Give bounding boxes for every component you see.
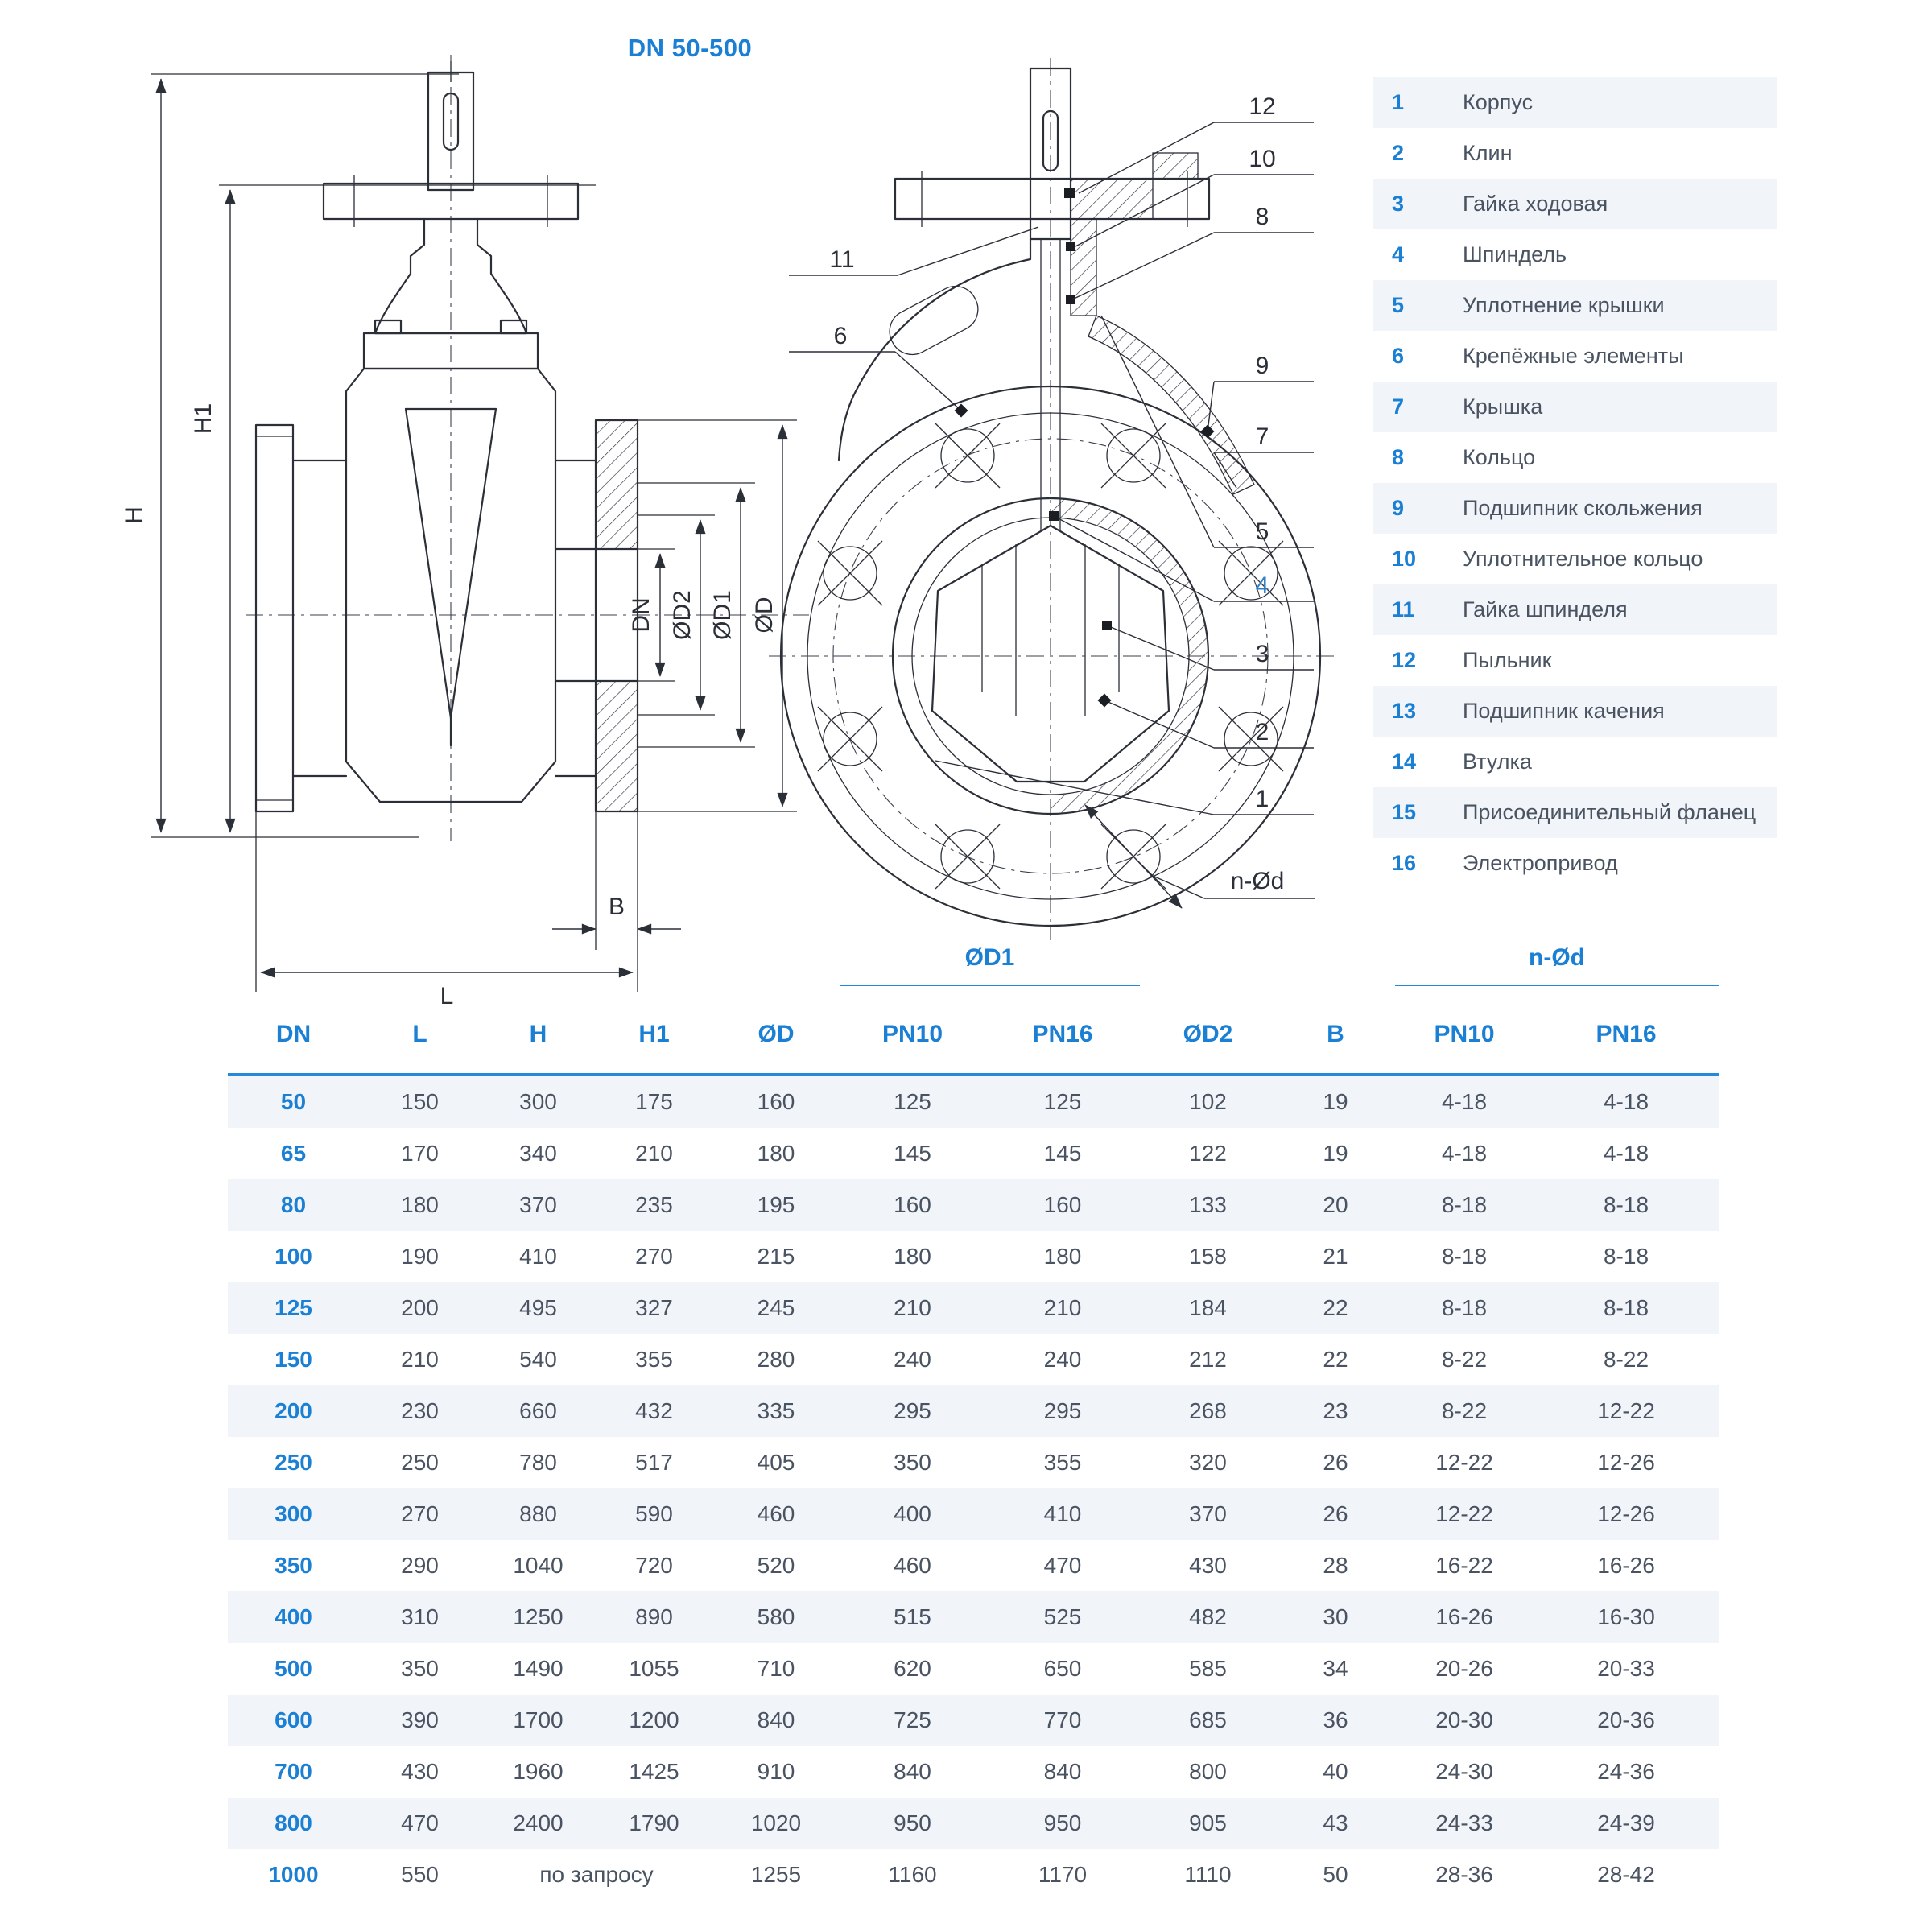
cell-b: 19 bbox=[1323, 1141, 1348, 1166]
cell-od1-pn16: 650 bbox=[1043, 1656, 1082, 1681]
col-header-od1-pn10: PN10 bbox=[881, 1021, 943, 1047]
callout-7: 7 bbox=[1255, 423, 1269, 450]
cell-nod-pn16: 24-39 bbox=[1597, 1810, 1655, 1835]
cell-nod-pn10: 12-22 bbox=[1435, 1501, 1493, 1526]
cell-dn: 125 bbox=[275, 1295, 312, 1320]
cell-od: 840 bbox=[757, 1707, 795, 1732]
cell-h1: 355 bbox=[635, 1347, 673, 1372]
table-row bbox=[228, 1746, 1719, 1798]
cell-nod-pn10: 8-18 bbox=[1441, 1192, 1488, 1217]
callout-9: 9 bbox=[1255, 353, 1269, 379]
cell-h1: 1200 bbox=[629, 1707, 679, 1732]
part-label: Гайка ходовая bbox=[1463, 192, 1608, 216]
part-row bbox=[1373, 838, 1777, 889]
cell-od2: 320 bbox=[1189, 1450, 1227, 1475]
cell-b: 23 bbox=[1323, 1398, 1348, 1423]
cell-l: 390 bbox=[401, 1707, 439, 1732]
cell-h1: 210 bbox=[635, 1141, 673, 1166]
cell-od1-pn10: 725 bbox=[894, 1707, 931, 1732]
cell-h: 495 bbox=[519, 1295, 557, 1320]
cell-nod-pn16: 16-30 bbox=[1597, 1604, 1655, 1629]
right-view bbox=[769, 58, 1336, 940]
part-label: Кольцо bbox=[1463, 445, 1536, 469]
cell-od: 710 bbox=[757, 1656, 795, 1681]
cell-od2: 905 bbox=[1189, 1810, 1227, 1835]
cell-b: 21 bbox=[1323, 1244, 1348, 1269]
cell-l: 250 bbox=[401, 1450, 439, 1475]
cell-nod-pn10: 4-18 bbox=[1441, 1141, 1488, 1166]
cell-l: 180 bbox=[401, 1192, 439, 1217]
callout-11: 11 bbox=[829, 246, 855, 273]
cell-od: 160 bbox=[757, 1089, 795, 1114]
cell-b: 36 bbox=[1323, 1707, 1348, 1732]
cell-h1: 1790 bbox=[629, 1810, 679, 1835]
cell-dn: 150 bbox=[275, 1347, 312, 1372]
part-label: Электропривод bbox=[1463, 851, 1618, 875]
table-row bbox=[228, 1643, 1719, 1695]
callout-2: 2 bbox=[1255, 719, 1269, 745]
cell-nod-pn16: 8-18 bbox=[1603, 1295, 1649, 1320]
cell-od2: 158 bbox=[1189, 1244, 1227, 1269]
cell-nod-pn10: 16-22 bbox=[1435, 1553, 1493, 1578]
part-label: Уплотнительное кольцо bbox=[1463, 547, 1703, 571]
cell-od2: 133 bbox=[1189, 1192, 1227, 1217]
cell-h1: 1425 bbox=[629, 1759, 679, 1784]
cell-od1-pn16: 470 bbox=[1043, 1553, 1082, 1578]
cell-od1-pn10: 125 bbox=[894, 1089, 931, 1114]
cell-nod-pn16: 20-36 bbox=[1597, 1707, 1655, 1732]
cell-od1-pn16: 125 bbox=[1043, 1089, 1082, 1114]
cell-h: 1040 bbox=[513, 1553, 564, 1578]
cell-od1-pn10: 400 bbox=[894, 1501, 931, 1526]
valve-technical-drawing bbox=[80, 32, 1368, 1006]
cell-od1-pn10: 620 bbox=[894, 1656, 931, 1681]
part-row bbox=[1373, 737, 1777, 787]
cell-h1: 432 bbox=[635, 1398, 673, 1423]
cell-dn: 65 bbox=[280, 1141, 307, 1166]
table-body bbox=[228, 1076, 1719, 1901]
cell-b: 26 bbox=[1323, 1450, 1348, 1475]
cell-b: 22 bbox=[1323, 1347, 1348, 1372]
part-label: Шпиндель bbox=[1463, 242, 1567, 266]
cell-od1-pn16: 355 bbox=[1043, 1450, 1082, 1475]
cell-od1-pn16: 410 bbox=[1043, 1501, 1082, 1526]
cell-od2: 482 bbox=[1189, 1604, 1227, 1629]
part-label: Пыльник bbox=[1463, 648, 1552, 672]
dim-h: H bbox=[121, 506, 147, 524]
cell-nod-pn16: 28-42 bbox=[1597, 1862, 1655, 1887]
part-label: Клин bbox=[1463, 141, 1513, 165]
part-label: Подшипник качения bbox=[1463, 699, 1665, 723]
part-row bbox=[1373, 787, 1777, 838]
cell-nod-pn16: 12-26 bbox=[1597, 1501, 1655, 1526]
cell-dn: 700 bbox=[275, 1759, 312, 1784]
table-row bbox=[228, 1231, 1719, 1282]
callout-5: 5 bbox=[1255, 518, 1269, 545]
part-row bbox=[1373, 534, 1777, 584]
col-header-l: L bbox=[412, 1021, 427, 1047]
cell-nod-pn16: 8-18 bbox=[1603, 1192, 1649, 1217]
cell-h: 1960 bbox=[513, 1759, 564, 1784]
cell-l: 150 bbox=[401, 1089, 439, 1114]
cell-od1-pn10: 240 bbox=[894, 1347, 931, 1372]
cell-b: 50 bbox=[1323, 1862, 1348, 1887]
table-row bbox=[228, 1385, 1719, 1437]
cell-nod-pn10: 12-22 bbox=[1435, 1450, 1493, 1475]
cell-nod-pn10: 8-18 bbox=[1441, 1244, 1488, 1269]
dim-od: ØD bbox=[751, 597, 778, 634]
col-header-dn: DN bbox=[275, 1021, 312, 1047]
cell-od1-pn16: 840 bbox=[1043, 1759, 1082, 1784]
cell-h: 370 bbox=[519, 1192, 557, 1217]
cell-h: 300 bbox=[519, 1089, 557, 1114]
cell-b: 28 bbox=[1323, 1553, 1348, 1578]
part-row bbox=[1373, 382, 1777, 432]
cell-h: 2400 bbox=[513, 1810, 564, 1835]
cell-od2: 370 bbox=[1189, 1501, 1227, 1526]
cell-h: 410 bbox=[519, 1244, 557, 1269]
cell-nod-pn16: 12-22 bbox=[1597, 1398, 1655, 1423]
cell-od1-pn16: 950 bbox=[1043, 1810, 1082, 1835]
cell-nod-pn16: 24-36 bbox=[1597, 1759, 1655, 1784]
cell-dn: 800 bbox=[275, 1810, 312, 1835]
cell-nod-pn10: 16-26 bbox=[1435, 1604, 1493, 1629]
part-row bbox=[1373, 280, 1777, 331]
cell-od: 405 bbox=[757, 1450, 795, 1475]
cell-h1: 235 bbox=[635, 1192, 673, 1217]
cell-nod-pn10: 24-30 bbox=[1435, 1759, 1493, 1784]
cell-od1-pn10: 210 bbox=[894, 1295, 931, 1320]
cell-dn: 200 bbox=[275, 1398, 312, 1423]
part-number: 6 bbox=[1392, 344, 1405, 368]
col-header-h: H bbox=[529, 1021, 547, 1047]
cell-nod-pn10: 4-18 bbox=[1441, 1089, 1488, 1114]
cell-h1: 1055 bbox=[629, 1656, 679, 1681]
cell-l: 470 bbox=[401, 1810, 439, 1835]
part-number: 4 bbox=[1392, 242, 1405, 266]
cell-od: 1255 bbox=[750, 1862, 802, 1887]
cell-b: 26 bbox=[1323, 1501, 1348, 1526]
cell-h1: 517 bbox=[635, 1450, 673, 1475]
callout-8: 8 bbox=[1255, 204, 1269, 230]
table-row bbox=[228, 1488, 1719, 1540]
cell-h: 1700 bbox=[513, 1707, 564, 1732]
cell-od: 580 bbox=[757, 1604, 795, 1629]
cell-od1-pn16: 160 bbox=[1043, 1192, 1082, 1217]
part-row bbox=[1373, 483, 1777, 534]
cell-h: 660 bbox=[519, 1398, 557, 1423]
part-number: 2 bbox=[1392, 141, 1405, 165]
cell-dn: 600 bbox=[275, 1707, 312, 1732]
part-number: 9 bbox=[1392, 496, 1405, 520]
cell-od: 195 bbox=[757, 1192, 795, 1217]
cell-h: 1490 bbox=[513, 1656, 564, 1681]
cell-nod-pn16: 4-18 bbox=[1603, 1089, 1649, 1114]
part-label: Втулка bbox=[1463, 749, 1532, 774]
table-row bbox=[228, 1179, 1719, 1231]
col-header-od2: ØD2 bbox=[1183, 1021, 1233, 1047]
cell-h: 340 bbox=[519, 1141, 557, 1166]
table-row bbox=[228, 1849, 1719, 1901]
callout-6: 6 bbox=[833, 323, 848, 349]
cell-b: 19 bbox=[1323, 1089, 1348, 1114]
table-header bbox=[228, 936, 1719, 1076]
part-number: 14 bbox=[1392, 749, 1417, 774]
callout-3: 3 bbox=[1255, 641, 1269, 667]
cell-od2: 102 bbox=[1189, 1089, 1227, 1114]
group-header-od1: ØD1 bbox=[840, 944, 1140, 986]
part-label: Подшипник скольжения bbox=[1463, 496, 1703, 520]
part-row bbox=[1373, 128, 1777, 179]
dim-b: B bbox=[608, 894, 625, 920]
part-number: 11 bbox=[1392, 597, 1415, 621]
cell-od: 280 bbox=[757, 1347, 795, 1372]
part-row bbox=[1373, 229, 1777, 280]
part-label: Гайка шпинделя bbox=[1463, 597, 1628, 621]
cell-dn: 1000 bbox=[268, 1862, 319, 1887]
part-row bbox=[1373, 635, 1777, 686]
cell-od2: 1110 bbox=[1184, 1862, 1232, 1887]
col-header-nod-pn10: PN10 bbox=[1434, 1021, 1495, 1047]
cell-od1-pn10: 145 bbox=[894, 1141, 931, 1166]
table-row bbox=[228, 1591, 1719, 1643]
part-number: 10 bbox=[1392, 547, 1417, 571]
col-header-h1: H1 bbox=[638, 1021, 670, 1047]
cell-b: 20 bbox=[1323, 1192, 1348, 1217]
cell-l: 310 bbox=[401, 1604, 439, 1629]
cell-dn: 250 bbox=[275, 1450, 312, 1475]
cell-od1-pn10: 840 bbox=[894, 1759, 931, 1784]
cell-od2: 800 bbox=[1189, 1759, 1227, 1784]
table-row bbox=[228, 1540, 1719, 1591]
cell-od1-pn16: 770 bbox=[1043, 1707, 1082, 1732]
callout-10: 10 bbox=[1249, 146, 1276, 172]
cell-b: 22 bbox=[1323, 1295, 1348, 1320]
cell-od1-pn16: 180 bbox=[1043, 1244, 1082, 1269]
cell-l: 200 bbox=[401, 1295, 439, 1320]
col-header-od: ØD bbox=[758, 1021, 795, 1047]
cell-l: 350 bbox=[401, 1656, 439, 1681]
cell-od1-pn10: 295 bbox=[894, 1398, 931, 1423]
cell-dn: 400 bbox=[275, 1604, 312, 1629]
col-header-b: B bbox=[1327, 1021, 1344, 1047]
cell-h: 880 bbox=[519, 1501, 557, 1526]
cell-dn: 100 bbox=[275, 1244, 312, 1269]
cell-dn: 300 bbox=[275, 1501, 312, 1526]
cell-od2: 184 bbox=[1189, 1295, 1227, 1320]
part-row bbox=[1373, 686, 1777, 737]
cell-od2: 585 bbox=[1189, 1656, 1227, 1681]
cell-b: 43 bbox=[1323, 1810, 1348, 1835]
col-header-od1-pn16: PN16 bbox=[1032, 1021, 1093, 1047]
cell-od1-pn16: 240 bbox=[1043, 1347, 1082, 1372]
cell-dn: 350 bbox=[275, 1553, 312, 1578]
cell-od: 180 bbox=[757, 1141, 795, 1166]
cell-h-h1-merged: по запросу bbox=[539, 1862, 654, 1887]
table-row bbox=[228, 1437, 1719, 1488]
cell-od1-pn16: 210 bbox=[1043, 1295, 1082, 1320]
part-number: 15 bbox=[1392, 800, 1417, 824]
cell-h1: 590 bbox=[635, 1501, 673, 1526]
cell-od1-pn16: 525 bbox=[1043, 1604, 1082, 1629]
part-number: 7 bbox=[1392, 394, 1405, 419]
table-row bbox=[228, 1128, 1719, 1179]
cell-l: 270 bbox=[401, 1501, 439, 1526]
cell-od2: 685 bbox=[1189, 1707, 1227, 1732]
cell-dn: 50 bbox=[280, 1089, 307, 1114]
cell-od2: 430 bbox=[1189, 1553, 1227, 1578]
part-label: Корпус bbox=[1463, 90, 1534, 114]
cell-od1-pn10: 350 bbox=[894, 1450, 931, 1475]
cell-od: 215 bbox=[757, 1244, 795, 1269]
cell-nod-pn10: 24-33 bbox=[1435, 1810, 1493, 1835]
cell-l: 230 bbox=[401, 1398, 439, 1423]
cell-nod-pn16: 12-26 bbox=[1597, 1450, 1655, 1475]
part-number: 12 bbox=[1392, 648, 1417, 672]
dim-n-od: n-Ød bbox=[1230, 868, 1285, 894]
cell-l: 550 bbox=[401, 1862, 439, 1887]
parts-list bbox=[1373, 77, 1777, 889]
dimensions-table bbox=[228, 936, 1719, 1901]
cell-od: 520 bbox=[757, 1553, 795, 1578]
part-row bbox=[1373, 432, 1777, 483]
cell-nod-pn16: 8-18 bbox=[1603, 1244, 1649, 1269]
callout-1: 1 bbox=[1255, 786, 1269, 812]
part-label: Крышка bbox=[1463, 394, 1543, 419]
dim-h1: H1 bbox=[190, 402, 217, 435]
part-number: 5 bbox=[1392, 293, 1405, 317]
part-row bbox=[1373, 179, 1777, 229]
cell-h1: 890 bbox=[635, 1604, 673, 1629]
cell-od: 245 bbox=[757, 1295, 795, 1320]
table-row bbox=[228, 1282, 1719, 1334]
part-label: Уплотнение крышки bbox=[1463, 293, 1665, 317]
cell-od1-pn10: 950 bbox=[894, 1810, 931, 1835]
cell-h: 780 bbox=[519, 1450, 557, 1475]
cell-nod-pn10: 8-18 bbox=[1441, 1295, 1488, 1320]
cell-od2: 212 bbox=[1189, 1347, 1227, 1372]
cell-b: 30 bbox=[1323, 1604, 1348, 1629]
cell-nod-pn16: 8-22 bbox=[1603, 1347, 1649, 1372]
cell-od1-pn16: 145 bbox=[1043, 1141, 1082, 1166]
cell-od1-pn16: 1170 bbox=[1038, 1862, 1088, 1887]
cell-od: 460 bbox=[757, 1501, 795, 1526]
dim-od1: ØD1 bbox=[709, 590, 736, 640]
table-row bbox=[228, 1798, 1719, 1849]
part-row bbox=[1373, 331, 1777, 382]
cell-b: 40 bbox=[1323, 1759, 1348, 1784]
cell-od1-pn10: 460 bbox=[894, 1553, 931, 1578]
cell-od1-pn10: 160 bbox=[894, 1192, 931, 1217]
cell-h: 1250 bbox=[513, 1604, 564, 1629]
left-view bbox=[121, 55, 809, 1006]
cell-h1: 720 bbox=[635, 1553, 673, 1578]
part-label: Крепёжные элементы bbox=[1463, 344, 1684, 368]
cell-od: 1020 bbox=[750, 1810, 802, 1835]
part-row bbox=[1373, 584, 1777, 635]
dim-od2: ØD2 bbox=[669, 590, 696, 640]
part-number: 8 bbox=[1392, 445, 1405, 469]
part-number: 13 bbox=[1392, 699, 1417, 723]
part-number: 16 bbox=[1392, 851, 1417, 875]
group-header-n-od: n-Ød bbox=[1395, 944, 1719, 986]
cell-l: 210 bbox=[401, 1347, 439, 1372]
cell-nod-pn10: 20-26 bbox=[1435, 1656, 1493, 1681]
callout-4: 4 bbox=[1255, 572, 1269, 599]
part-number: 1 bbox=[1392, 90, 1405, 114]
cell-h1: 270 bbox=[635, 1244, 673, 1269]
col-header-nod-pn16: PN16 bbox=[1596, 1021, 1657, 1047]
cell-od2: 122 bbox=[1189, 1141, 1227, 1166]
callout-12: 12 bbox=[1249, 93, 1276, 120]
cell-nod-pn10: 20-30 bbox=[1435, 1707, 1493, 1732]
cell-h: 540 bbox=[519, 1347, 557, 1372]
cell-l: 430 bbox=[401, 1759, 439, 1784]
cell-nod-pn10: 8-22 bbox=[1441, 1398, 1488, 1423]
cell-od1-pn10: 1160 bbox=[888, 1862, 937, 1887]
cell-nod-pn10: 28-36 bbox=[1435, 1862, 1493, 1887]
part-row bbox=[1373, 77, 1777, 128]
cell-dn: 80 bbox=[280, 1192, 307, 1217]
table-row bbox=[228, 1334, 1719, 1385]
page-title: DN 50-500 bbox=[627, 34, 753, 62]
cell-dn: 500 bbox=[275, 1656, 312, 1681]
cell-b: 34 bbox=[1323, 1656, 1348, 1681]
cell-l: 190 bbox=[401, 1244, 439, 1269]
part-label: Присоединительный фланец bbox=[1463, 800, 1757, 824]
dim-dn: DN bbox=[628, 597, 654, 633]
cell-nod-pn16: 16-26 bbox=[1597, 1553, 1655, 1578]
cell-od2: 268 bbox=[1189, 1398, 1227, 1423]
part-number: 3 bbox=[1392, 192, 1405, 216]
cell-od: 910 bbox=[757, 1759, 795, 1784]
cell-od1-pn10: 515 bbox=[894, 1604, 931, 1629]
cell-h1: 327 bbox=[635, 1295, 673, 1320]
cell-nod-pn10: 8-22 bbox=[1441, 1347, 1488, 1372]
cell-nod-pn16: 4-18 bbox=[1603, 1141, 1649, 1166]
cell-l: 290 bbox=[401, 1553, 439, 1578]
table-row bbox=[228, 1076, 1719, 1128]
cell-od: 335 bbox=[757, 1398, 795, 1423]
dim-l: L bbox=[440, 983, 454, 1006]
cell-od1-pn10: 180 bbox=[894, 1244, 931, 1269]
cell-h1: 175 bbox=[635, 1089, 673, 1114]
table-row bbox=[228, 1695, 1719, 1746]
cell-od1-pn16: 295 bbox=[1043, 1398, 1082, 1423]
cell-l: 170 bbox=[401, 1141, 439, 1166]
cell-nod-pn16: 20-33 bbox=[1597, 1656, 1655, 1681]
